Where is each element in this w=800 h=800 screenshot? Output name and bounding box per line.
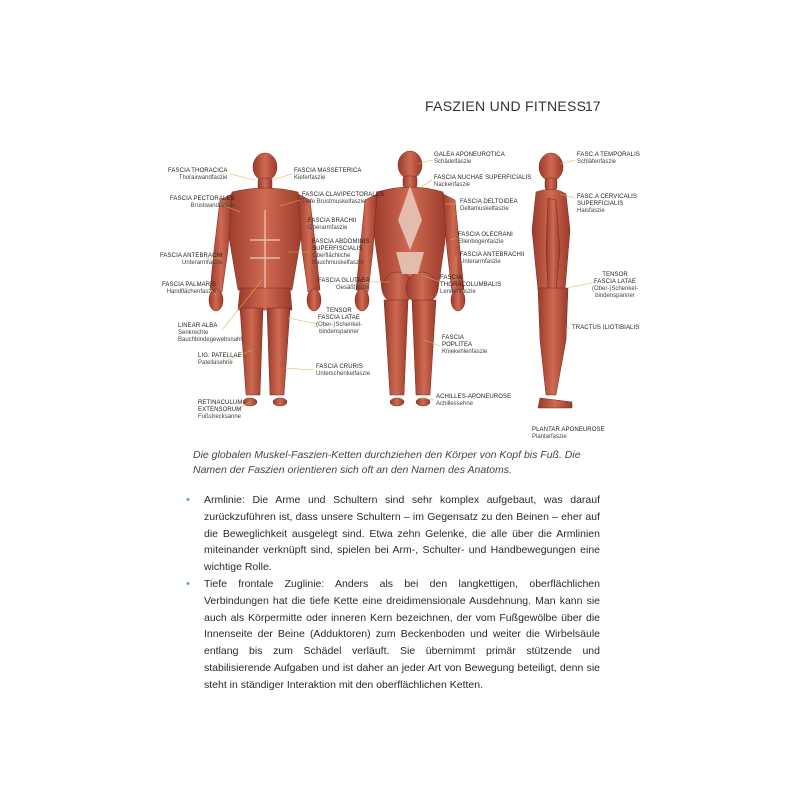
label-fascia-olecrani: FASCIA OLECRANI Ellenbogenfaszie xyxy=(458,232,513,245)
muscle-illustration xyxy=(0,140,800,440)
label-fascia-brachii: FASCIA BRACHII Oberarmfaszie xyxy=(308,218,357,231)
label-fascia-temporalis: FASC.A TEMPORALIS Schläfenfaszie xyxy=(577,152,640,165)
label-galea-aponeurotica: GALEA APONEUROTICA Schädelfaszie xyxy=(434,152,505,165)
label-tensor-fascia-latae-side: TENSOR FASCIA LATAE (Ober-)Schenkel- bindenspanner xyxy=(592,272,639,299)
label-fascia-cruris: FASCIA CRURIS Unterschenkelfaszie xyxy=(316,364,371,377)
label-lig-patellae: LIG. PATELLAE Patellasehne xyxy=(198,353,242,366)
label-achilles-aponeurose: ACHILLES-APONEUROSE Achillessehne xyxy=(436,394,512,407)
page-number: 17 xyxy=(585,98,601,114)
list-item xyxy=(180,576,600,694)
label-fascia-nuchae: FASCIA NUCHAE SUPERFICIALIS Nackenfaszie xyxy=(434,175,532,188)
list-item-text: Armlinie: Die Arme und Schultern sind sehr komplex aufgebaut, was darauf zurückzuführen ist, dass unsere Schultern – im Gegensatz zu den Beinen – eher auf die Beweglichkeit ausgelegt sind. Etwa zehn Gelenke, die alle über die Armlinien miteinander verknüpft sind, spielen bei Arm-, Schulter- und Handbewegungen eine wichtige Rolle. xyxy=(204,494,600,574)
label-linear-alba: LINEAR ALBA Senkrechte Bauchbindegewebsnaht xyxy=(178,323,243,343)
label-fascia-glutaea: FASCIA GLUTAEA Gesäßfaszie xyxy=(318,278,370,291)
bullet-icon: • xyxy=(186,494,190,506)
side-body xyxy=(532,153,572,408)
list-item xyxy=(180,492,600,576)
label-fascia-thoracolumbalis: FASCIA THORACOLUMBALIS Lendenfaszie xyxy=(440,275,502,295)
label-tensor-fascia-latae-front: TENSOR FASCIA LATAE (Ober-)Schenkel- bindenspanner xyxy=(316,308,363,335)
list-item-text: Tiefe frontale Zuglinie: Anders als bei den langkettigen, oberflächlichen Verbindungen hat die tiefe Kette eine dreidimensionale Ausdehnung. Man kann sie auch als Körpermitte oder inneren Kern bezeichnen, der vom Fußgewölbe über die Innenseite der Beine (Adduktoren) zum Beckenboden und weiter die Wirbelsäule entlang bis zum Schädel verläuft. Sie übernimmt primär stützende und stabilisierende Aufgaben und ist daher an jeder Art von Bewegung beteiligt, denn sie steht in ständiger Interaktion mit den oberflächlichen Ketten. xyxy=(204,577,600,691)
bullet-list xyxy=(180,492,600,694)
label-plantar-aponeurose: PLANTAR APONEUROSE Plantarfaszie xyxy=(532,427,605,440)
label-fascia-cervicalis: FASC.A CERVICALIS SUPERFICIALIS Halsfaszie xyxy=(577,194,637,214)
running-header xyxy=(425,98,605,118)
label-fascia-clavipectorales: FASCIA CLAVIPECTORALES Tiefe Brustmuskelfaszie xyxy=(302,192,385,205)
label-fascia-deltoidea: FASCIA DELTOIDEA Deltamuskelfaszie xyxy=(460,199,518,212)
label-retinaculum: RETINACULUM EXTENSORUM Fußstrecksanne xyxy=(198,400,243,420)
bullet-icon: • xyxy=(186,577,190,590)
label-fascia-antebrachi: FASCIA ANTEBRACHI Unterarmfaszie xyxy=(160,253,223,266)
label-fascia-antebrachii: FASCIA ANTEBRACHII Unterarmfaszie xyxy=(460,252,525,265)
label-fascia-poplitea: FASCIA POPLITEA Kniekehlenfaszie xyxy=(442,335,488,355)
anatomy-figure xyxy=(0,140,800,440)
label-fascia-thoracica: FASCIA THORACICA Thoraxwandfaszie xyxy=(168,168,228,181)
label-fascia-pectorales: FASCIA PECTORALES Brustwandfaszie xyxy=(170,196,235,209)
chapter-title: FASZIEN UND FITNESS xyxy=(425,98,587,114)
label-tractus-iliotibialis: TRACTUS ILIOTIBIALIS xyxy=(572,325,640,331)
label-fascia-abdominis: FASCIA ABDOMINIS SUPERFISCIALIS Oberflächliche Bauchmuskelfaszie xyxy=(312,239,370,266)
label-fascia-masseterica: FASCIA MASSETERICA Kieferfaszie xyxy=(294,168,362,181)
figure-caption: Die globalen Muskel-Faszien-Ketten durchziehen den Körper von Kopf bis Fuß. Die Namen der Faszien orientieren sich oft an den Namen des Anatoms. xyxy=(193,449,581,476)
label-fascia-palmaris: FASCIA PALMARIS Handflächenfaszie xyxy=(162,282,217,295)
